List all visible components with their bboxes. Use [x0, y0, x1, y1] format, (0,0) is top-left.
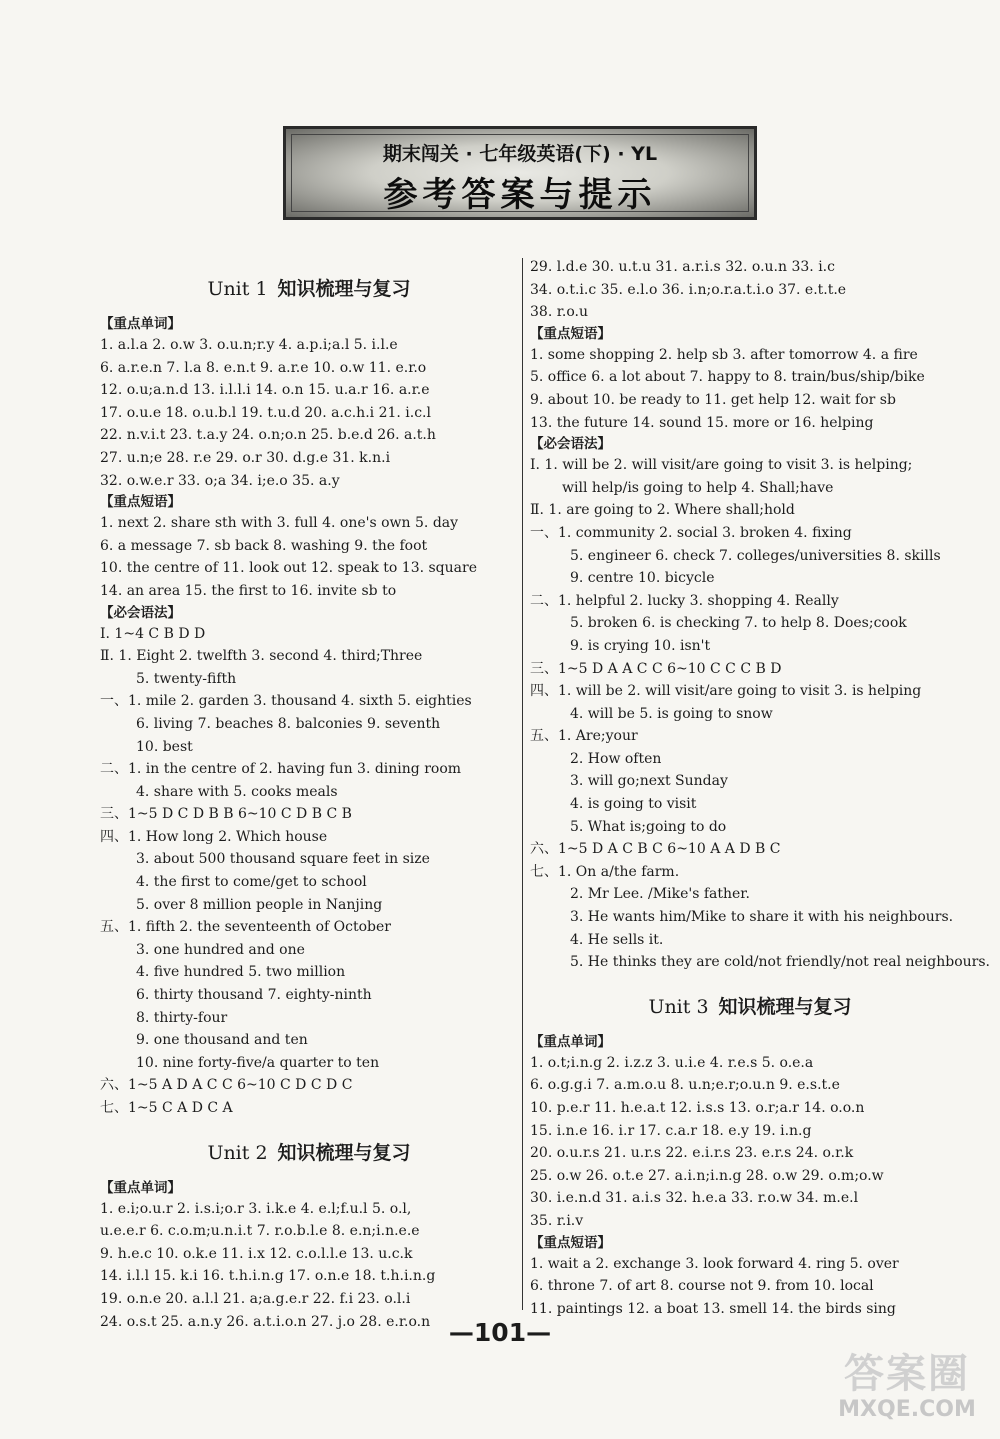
answer-line: 1. a.l.a 2. o.w 3. o.u.n;r.y 4. a.p.i;a.l 5. i.l.e: [100, 337, 398, 353]
left-column: [100, 256, 518, 1333]
answer-line: 17. o.u.e 18. o.u.b.l 19. t.u.d 20. a.c.h.i 21. i.c.l: [100, 404, 431, 421]
section-grammar: 【必会语法】: [100, 604, 181, 621]
section-key-phrases: 【重点短语】: [100, 494, 181, 511]
banner-subtitle: 期末闯关 · 七年级英语(下) · YL: [382, 143, 658, 165]
answer-line: 6. o.g.g.i 7. a.m.o.u 8. u.n;e.r;o.u.n 9. e.s.t.e: [530, 1077, 840, 1094]
answer-line: 9. one thousand and ten: [136, 1032, 308, 1049]
answer-line: 20. o.u.r.s 21. u.r.s 22. e.i.r.s 23. e.r.s 24. o.r.k: [530, 1145, 854, 1162]
watermark-logo-cn: 答案圈: [844, 1351, 970, 1397]
answer-line: 25. o.w 26. o.t.e 27. a.i.n;i.n.g 28. o.w 29. o.m;o.w: [530, 1167, 884, 1184]
unit3-heading: [530, 990, 970, 1024]
answer-line: 10. p.e.r 11. h.e.a.t 12. i.s.s 13. o.r;a.r 14. o.o.n: [530, 1100, 865, 1116]
unit3-heading-en: Unit 3: [648, 995, 709, 1018]
answer-line: will help/is going to help 4. Shall;have: [562, 479, 834, 496]
answer-line: 8. thirty-four: [136, 1009, 228, 1026]
answer-line: 6. living 7. beaches 8. balconies 9. seventh: [136, 715, 441, 732]
answer-line: 14. an area 15. the first to 16. invite sb to: [100, 582, 397, 599]
unit1-heading: [100, 272, 518, 306]
unit2-heading-cn: 知识梳理与复习: [277, 1141, 411, 1164]
title-banner: [283, 126, 757, 220]
answer-line: 一、1. mile 2. garden 3. thousand 4. sixth 5. eighties: [100, 693, 472, 710]
answer-line: 38. r.o.u: [530, 304, 588, 321]
answer-line: 10. nine forty-five/a quarter to ten: [136, 1054, 380, 1071]
answer-line: 5. over 8 million people in Nanjing: [136, 896, 383, 913]
answer-line: 三、1~5 D A A C C 6~10 C C C B D: [530, 660, 782, 677]
answer-line: 五、1. Are;your: [530, 728, 638, 745]
answer-line: 22. n.v.i.t 23. t.a.y 24. o.n;o.n 25. b.e.d 26. a.t.h: [100, 427, 436, 444]
answer-line: 4. share with 5. cooks meals: [136, 783, 338, 800]
answer-line: 六、1~5 A D A C C 6~10 C D C D C: [100, 1077, 353, 1094]
answer-line: 4. is going to visit: [570, 796, 697, 813]
answer-line: 34. o.t.i.c 35. e.l.o 36. i.n;o.r.a.t.i.o 37. e.t.t.e: [530, 281, 847, 298]
answer-line: 2. How often: [570, 750, 662, 767]
answer-line: 9. centre 10. bicycle: [570, 570, 715, 587]
answer-line: 一、1. community 2. social 3. broken 4. fixing: [530, 524, 852, 541]
answer-line: 9. about 10. be ready to 11. get help 12. wait for sb: [530, 391, 896, 408]
answer-line: 二、1. in the centre of 2. having fun 3. dining room: [100, 761, 462, 778]
unit2-heading-en: Unit 2: [207, 1141, 268, 1164]
answer-line: 11. paintings 12. a boat 13. smell 14. the birds sing: [530, 1300, 896, 1317]
section-key-phrases: 【重点短语】: [530, 325, 611, 342]
answer-line: 35. r.i.v: [530, 1212, 584, 1229]
answer-line: Ⅱ. 1. Eight 2. twelfth 3. second 4. third;Three: [100, 648, 423, 665]
answer-line: 4. five hundred 5. two million: [136, 964, 346, 981]
answer-line: 12. o.u;a.n.d 13. i.l.l.i 14. o.n 15. u.a.r 16. a.r.e: [100, 382, 430, 399]
answer-line: 32. o.w.e.r 33. o;a 34. i;e.o 35. a.y: [100, 472, 340, 489]
answer-line: 五、1. fifth 2. the seventeenth of October: [100, 919, 391, 936]
answer-line: 6. a message 7. sb back 8. washing 9. the foot: [100, 537, 428, 554]
answer-line: 七、1. On a/the farm.: [530, 863, 680, 880]
answer-line: 27. u.n;e 28. r.e 29. o.r 30. d.g.e 31. k.n.i: [100, 449, 391, 466]
section-key-phrases: 【重点短语】: [530, 1234, 611, 1251]
answer-line: 4. the first to come/get to school: [136, 874, 367, 891]
answer-line: 5. He thinks they are cold/not friendly/not real neighbours.: [570, 954, 990, 971]
right-column: [530, 256, 990, 1320]
answer-line: 2. Mr Lee. /Mike's father.: [570, 886, 750, 903]
answer-line: 1. e.i;o.u.r 2. i.s.i;o.r 3. i.k.e 4. e.l;f.u.l 5. o.l,: [100, 1200, 412, 1217]
answer-line: 14. i.l.l 15. k.i 16. t.h.i.n.g 17. o.n.e 18. t.h.i.n.g: [100, 1268, 436, 1285]
answer-line: 6. thirty thousand 7. eighty-ninth: [136, 987, 372, 1004]
answer-line: 15. i.n.e 16. i.r 17. c.a.r 18. e.y 19. i.n.g: [530, 1122, 812, 1139]
answer-line: 四、1. will be 2. will visit/are going to visit 3. is helping: [530, 683, 922, 700]
answer-line: 13. the future 14. sound 15. more or 16. helping: [530, 414, 874, 431]
watermark-logo-en: MXQE.COM: [838, 1397, 976, 1422]
answer-line: 三、1~5 D C D B B 6~10 C D B C B: [100, 806, 352, 823]
answer-line: 3. one hundred and one: [136, 941, 305, 958]
answer-line: Ⅱ. 1. are going to 2. Where shall;hold: [530, 502, 795, 519]
answer-line: 5. broken 6. is checking 7. to help 8. Does;cook: [570, 615, 907, 632]
section-key-words: 【重点单词】: [100, 316, 181, 332]
answer-line: 4. will be 5. is going to snow: [570, 705, 773, 722]
answer-line: 5. What is;going to do: [570, 818, 727, 835]
answer-line: 1. wait a 2. exchange 3. look forward 4. ring 5. over: [530, 1255, 899, 1272]
answer-line: 10. best: [136, 738, 193, 755]
unit1-heading-cn: 知识梳理与复习: [277, 278, 411, 300]
answer-line: Ⅰ. 1~4 C B D D: [100, 625, 206, 642]
answer-line: 二、1. helpful 2. lucky 3. shopping 4. Really: [530, 592, 839, 609]
answer-line: 1. next 2. share sth with 3. full 4. one's own 5. day: [100, 515, 459, 532]
answer-line: 30. i.e.n.d 31. a.i.s 32. h.e.a 33. r.o.w 34. m.e.l: [530, 1190, 859, 1207]
answer-line: 10. the centre of 11. look out 12. speak to 13. square: [100, 560, 477, 577]
answer-line: 1. some shopping 2. help sb 3. after tomorrow 4. a fire: [530, 346, 918, 363]
answer-line: 3. will go;next Sunday: [570, 773, 728, 790]
answer-line: 四、1. How long 2. Which house: [100, 828, 328, 845]
answer-line: 4. He sells it.: [570, 931, 664, 948]
site-watermark: [828, 1351, 986, 1431]
answer-line: 29. l.d.e 30. u.t.u 31. a.r.i.s 32. o.u.n 33. i.c: [530, 259, 835, 275]
answer-line: 5. twenty-fifth: [136, 670, 237, 687]
answer-line: Ⅰ. 1. will be 2. will visit/are going to visit 3. is helping;: [530, 457, 913, 474]
answer-line: 3. about 500 thousand square feet in size: [136, 851, 430, 868]
column-divider: [522, 258, 523, 1310]
answer-line: 5. office 6. a lot about 7. happy to 8. train/bus/ship/bike: [530, 369, 925, 386]
answer-line: 24. o.s.t 25. a.n.y 26. a.t.i.o.n 27. j.o 28. e.r.o.n: [100, 1313, 431, 1330]
answer-line: 19. o.n.e 20. a.l.l 21. a;a.g.e.r 22. f.i 23. o.l.i: [100, 1290, 411, 1307]
answer-line: 1. o.t;i.n.g 2. i.z.z 3. u.i.e 4. r.e.s 5. o.e.a: [530, 1054, 814, 1071]
answer-line: 9. h.e.c 10. o.k.e 11. i.x 12. c.o.l.l.e 13. u.c.k: [100, 1245, 413, 1262]
answer-line: 9. is crying 10. isn't: [570, 637, 711, 654]
banner-title: 参考答案与提示: [383, 175, 657, 215]
answer-line: 6. throne 7. of art 8. course not 9. from 10. local: [530, 1278, 874, 1295]
unit2-heading: [100, 1136, 518, 1170]
section-grammar: 【必会语法】: [530, 436, 611, 453]
answer-line: u.e.e.r 6. c.o.m;u.n.i.t 7. r.o.b.l.e 8. e.n;i.n.e.e: [100, 1223, 420, 1240]
answer-line: 6. a.r.e.n 7. l.a 8. e.n.t 9. a.r.e 10. o.w 11. e.r.o: [100, 359, 427, 376]
unit1-heading-en: Unit 1: [207, 278, 268, 300]
section-key-words: 【重点单词】: [100, 1179, 181, 1196]
section-key-words: 【重点单词】: [530, 1033, 611, 1050]
answer-line: 七、1~5 C A D C A: [100, 1100, 233, 1116]
unit3-heading-cn: 知识梳理与复习: [718, 995, 852, 1018]
answer-line: 3. He wants him/Mike to share it with his neighbours.: [570, 909, 954, 926]
answer-line: 5. engineer 6. check 7. colleges/universities 8. skills: [570, 547, 941, 564]
page-number: —101—: [448, 1318, 552, 1347]
answer-line: 六、1~5 D A C B C 6~10 A A D B C: [530, 841, 781, 858]
